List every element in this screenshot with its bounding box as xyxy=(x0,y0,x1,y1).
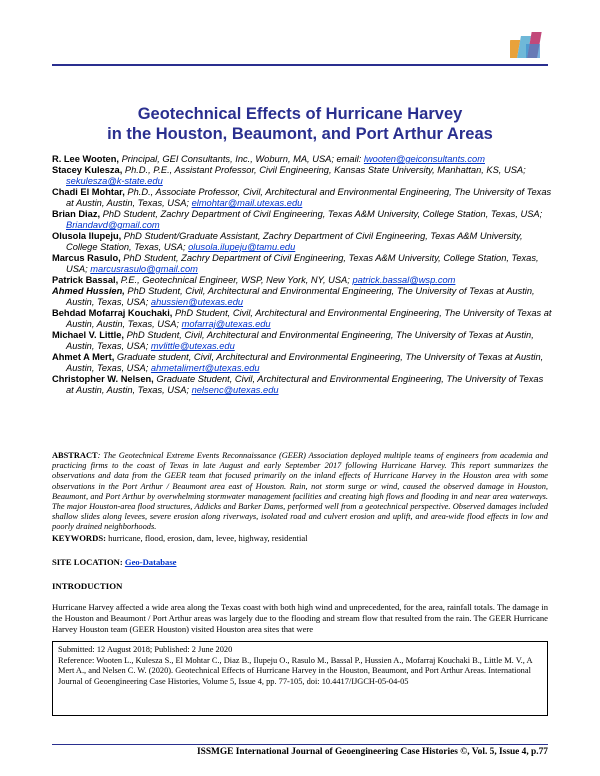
journal-logo-icon xyxy=(510,30,548,62)
author-entry xyxy=(52,165,552,187)
author-name: Chadi El Mohtar, xyxy=(52,187,125,197)
author-email-link[interactable]: lwooten@geiconsultants.com xyxy=(363,154,485,164)
paper-title xyxy=(52,104,548,144)
author-entry xyxy=(52,231,552,253)
author-name: Ahmed Hussien, xyxy=(52,286,125,296)
header-rule xyxy=(52,64,548,66)
author-affiliation: PhD Student, Civil, Architectural and Environmental Engineering, The University of Texas at Austin, Austin, Texas, USA; xyxy=(66,286,535,307)
author-name: R. Lee Wooten, xyxy=(52,154,119,164)
introduction-text: Hurricane Harvey affected a wide area along the Texas coast with both high wind and unprecedented, for the area, rainfall totals. The damage in the Houston and Beaumont / Port Arthur areas was largely due to the flooding and stream flow that resulted from the rain. The GEER Hurricane Harvey Houston team (GEER Houston) visited Houston area sites that were xyxy=(52,602,548,635)
author-entry xyxy=(52,286,552,308)
abstract-label: ABSTRACT xyxy=(52,451,98,460)
author-email-link[interactable]: mvlittle@utexas.edu xyxy=(150,341,235,351)
author-affiliation: Ph.D., Associate Professor, Civil, Architectural and Environmental Engineering, The University of Texas at Austin, Austin, Texas, USA; xyxy=(66,187,552,208)
author-affiliation: Graduate Student, Civil, Architectural and Environmental Engineering, The University of Texas at Austin, Austin, Texas, USA; xyxy=(66,374,544,395)
author-email-link[interactable]: olusola.ilupeju@tamu.edu xyxy=(188,242,296,252)
author-affiliation: PhD Student, Civil, Architectural and Environmental Engineering, The University of Texas at Austin, Austin, Texas, USA; xyxy=(66,330,534,351)
author-email-link[interactable]: nelsenc@utexas.edu xyxy=(191,385,279,395)
author-email-link[interactable]: ahussien@utexas.edu xyxy=(150,297,244,307)
author-name: Michael V. Little, xyxy=(52,330,124,340)
footer-rule xyxy=(52,744,548,745)
citation-box xyxy=(52,641,548,716)
author-affiliation: Ph.D., P.E., Assistant Professor, Civil Engineering, Kansas State University, Manhattan, KS, USA; xyxy=(122,165,526,175)
author-affiliation: PhD Student/Graduate Assistant, Zachry Department of Civil Engineering, Texas A&M University, College Station, Texas, USA; xyxy=(66,231,523,252)
author-affiliation: PhD Student, Zachry Department of Civil Engineering, Texas A&M University, College Station, Texas, USA; xyxy=(100,209,543,219)
author-affiliation: PhD Student, Zachry Department of Civil Engineering, Texas A&M University, College Station, Texas, USA; xyxy=(66,253,539,274)
site-location xyxy=(52,557,548,567)
site-location-label: SITE LOCATION: xyxy=(52,557,123,567)
author-entry xyxy=(52,209,552,231)
author-entry xyxy=(52,374,552,396)
introduction-heading: INTRODUCTION xyxy=(52,581,123,591)
author-name: Ahmet A Mert, xyxy=(52,352,115,362)
author-email-link[interactable]: ahmetalimert@utexas.edu xyxy=(150,363,260,373)
author-name: Brian Diaz, xyxy=(52,209,101,219)
author-entry xyxy=(52,253,552,275)
author-name: Behdad Mofarraj Kouchaki, xyxy=(52,308,173,318)
author-affiliation: Graduate student, Civil, Architectural and Environmental Engineering, The University of Texas at Austin, Austin, Texas, USA; xyxy=(66,352,544,373)
author-email-link[interactable]: elmohtar@mail.utexas.edu xyxy=(191,198,303,208)
author-entry xyxy=(52,187,552,209)
title-line-1: Geotechnical Effects of Hurricane Harvey xyxy=(137,105,463,123)
keywords-label: KEYWORDS: xyxy=(52,533,106,543)
author-email-link[interactable]: Briandavd@gmail.com xyxy=(66,220,160,230)
author-entry xyxy=(52,275,552,286)
keywords xyxy=(52,533,548,543)
author-affiliation: P.E., Geotechnical Engineer, WSP, New York, NY, USA; xyxy=(118,275,353,285)
title-line-2: in the Houston, Beaumont, and Port Arthur Areas xyxy=(107,125,493,143)
page-footer: ISSMGE International Journal of Geoengineering Case Histories ©, Vol. 5, Issue 4, p.77 xyxy=(196,747,548,757)
author-email-link[interactable]: marcusrasulo@gmail.com xyxy=(90,264,198,274)
author-name: Stacey Kulesza, xyxy=(52,165,123,175)
submission-dates: Submitted: 12 August 2018; Published: 2 June 2020 xyxy=(58,645,233,654)
author-entry xyxy=(52,154,552,165)
author-email-link[interactable]: mofarraj@utexas.edu xyxy=(181,319,271,329)
author-list xyxy=(52,154,552,396)
author-email-link[interactable]: patrick.bassal@wsp.com xyxy=(352,275,456,285)
author-entry xyxy=(52,308,552,330)
geo-database-link[interactable]: Geo-Database xyxy=(124,557,177,567)
citation-reference: Reference: Wooten L., Kulesza S., El Mohtar C., Diaz B., Ilupeju O., Rasulo M., Bassal P., Hussien A., Mofarraj Kouchaki B., Little M. V., A Mert A., and Nelsen C. W. (2020). Geotechnical Effects of Hurricane Harvey in the Houston, Beaumont, and Port Arthur Areas. International Journal of Geoengineering Case Histories, Volume 5, Issue 4, pp. 77-105, doi: 10.4417/IJGCH-05-04-05 xyxy=(58,655,533,687)
author-name: Marcus Rasulo, xyxy=(52,253,121,263)
author-name: Patrick Bassal, xyxy=(52,275,119,285)
keywords-text: hurricane, flood, erosion, dam, levee, highway, residential xyxy=(105,533,308,543)
author-name: Olusola Ilupeju, xyxy=(52,231,122,241)
abstract-text: : The Geotechnical Extreme Events Reconnaissance (GEER) Association deployed multiple teams of engineers from academia and practicing firms to the coast of Texas in late August and early September 2017 following Hurricane Harvey. This report summarizes the observations and data from the GEER team that focused primarily on the inland effects of Hurricane Harvey in the Houston area with some observations in the Port Arthur / Beaumont area east of Houston. Rain, not storm surge or wind, caused the observed damage in Houston, Beaumont, and Port Arthur by overwhelming stormwater management facilities and creating high flows and flooding in and near area waterways. The major Houston-area flood structures, Addicks and Barker Dams, performed well from a geotechnical perspective. Observed damages included shallow slides along levees, severe erosion along riverways, isolated road and culvert erosion and uplift, and area-wide flood effects in low and poorly drained neighborhoods. xyxy=(52,451,548,532)
abstract xyxy=(52,451,548,533)
author-entry xyxy=(52,352,552,374)
author-name: Christopher W. Nelsen, xyxy=(52,374,154,384)
author-email-link[interactable]: sekulesza@k-state.edu xyxy=(66,176,163,186)
author-affiliation: PhD Student, Civil, Architectural and Environmental Engineering, The University of Texas at Austin, Austin, Texas, USA; xyxy=(66,308,552,329)
author-affiliation: Principal, GEI Consultants, Inc., Woburn, MA, USA; email: xyxy=(118,154,364,164)
author-entry xyxy=(52,330,552,352)
